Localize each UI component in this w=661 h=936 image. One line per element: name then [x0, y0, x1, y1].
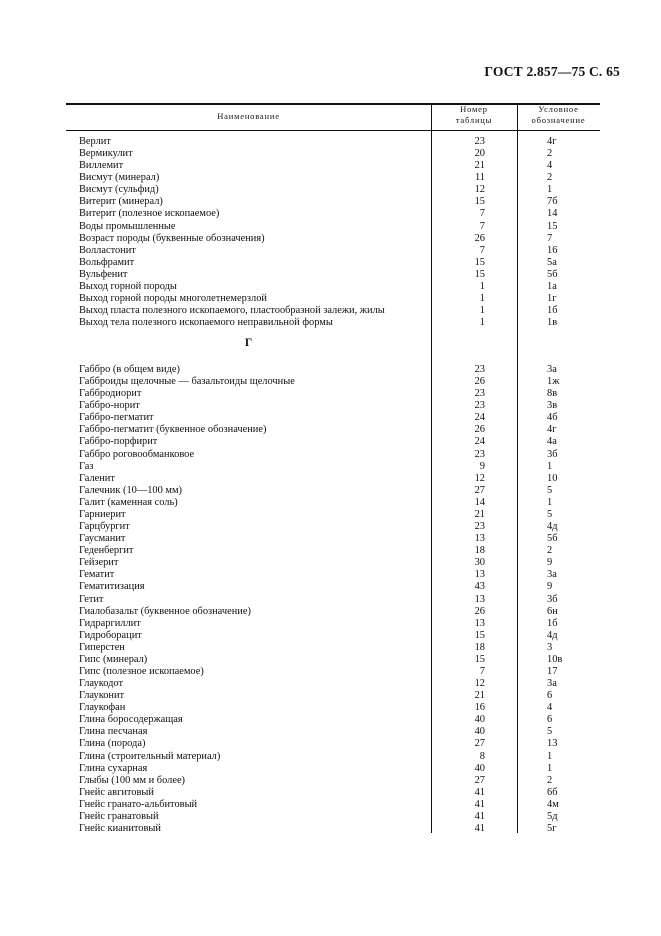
row-table-number: 15: [474, 196, 485, 208]
row-name: Гипс (полезное ископаемое): [79, 666, 204, 677]
row-name: Гнейс авгитовый: [79, 786, 154, 798]
row-table-number: 15: [474, 653, 485, 665]
row-symbol: 8в: [547, 388, 558, 400]
row-symbol: 1: [547, 750, 553, 762]
column-header-line: Условное: [538, 104, 579, 114]
row-symbol: 4м: [547, 798, 559, 810]
table-header-rule: [66, 130, 600, 131]
row-name: Глыбы (100 мм и более): [79, 774, 186, 786]
column-header-line: таблицы: [455, 115, 493, 125]
row-table-number: 21: [474, 690, 485, 702]
row-table-number: 12: [474, 472, 485, 484]
row-name: Гнейс гранатовый: [79, 810, 159, 822]
row-name: Верлит: [79, 136, 111, 147]
row-symbol: 9: [547, 557, 553, 569]
row-table-number: 41: [474, 786, 485, 798]
row-name: Гематит: [79, 569, 115, 581]
row-symbol: 1ж: [547, 376, 560, 388]
row-name: Глаукодот: [79, 678, 123, 690]
row-name: Гейзерит: [79, 557, 119, 569]
row-name: Волластонит: [79, 244, 136, 256]
row-symbol: 2: [547, 148, 553, 160]
row-name: Гидраргиллит: [79, 617, 141, 629]
row-symbol: 13: [547, 738, 558, 750]
row-name: Габбро-норит: [79, 400, 140, 412]
row-name: Галечник (10—100 мм): [79, 484, 183, 496]
row-table-number: 27: [474, 774, 485, 786]
row-symbol: 5б: [547, 268, 558, 280]
row-symbol: 7: [547, 232, 553, 244]
row-name: Галенит: [79, 472, 115, 484]
row-table-number: 40: [474, 726, 485, 738]
row-table-number: 40: [474, 762, 485, 774]
row-symbol: 2: [547, 172, 553, 184]
row-symbol: 1б: [547, 617, 558, 629]
row-table-number: 15: [474, 268, 485, 280]
row-symbol: 7б: [547, 196, 558, 208]
row-table-number: 1: [479, 305, 485, 317]
column-header-table-number: [431, 104, 517, 126]
row-symbol: 4г: [547, 424, 557, 436]
column-divider: [431, 103, 432, 833]
row-symbol: 16: [547, 244, 558, 256]
row-table-number: 26: [474, 376, 485, 388]
row-name: Выход горной породы многолетнемерзлой: [79, 293, 267, 305]
row-table-number: 23: [474, 136, 485, 147]
row-table-number: 21: [474, 160, 485, 172]
row-name: Глаукофан: [79, 702, 126, 714]
row-table-number: 26: [474, 605, 485, 617]
row-table-number: 27: [474, 484, 485, 496]
row-name: Габбро роговообманковое: [79, 448, 195, 460]
row-table-number: 11: [474, 172, 485, 184]
row-table-number: 41: [474, 823, 485, 835]
row-name: Габбро-пегматит: [79, 412, 154, 424]
row-table-number: 7: [479, 666, 485, 677]
row-table-number: 23: [474, 521, 485, 533]
row-symbol: 3в: [547, 400, 558, 412]
row-symbol: 6н: [547, 605, 558, 617]
row-symbol: 1г: [547, 293, 557, 305]
row-table-number: 1: [479, 280, 485, 292]
row-name: Вольфрамит: [79, 256, 135, 268]
row-name: Воды промышленные: [79, 220, 176, 232]
row-name: Глина песчаная: [79, 726, 148, 738]
row-table-number: 23: [474, 364, 485, 375]
row-table-number: 23: [474, 388, 485, 400]
row-symbol: 5: [547, 484, 553, 496]
row-name: Гарцбургит: [79, 521, 130, 533]
row-table-number: 18: [474, 641, 485, 653]
row-name: Вульфенит: [79, 268, 128, 280]
row-symbol: 3а: [547, 569, 557, 581]
row-name: Глина боросодержащая: [79, 714, 183, 726]
row-name: Гематитизация: [79, 581, 145, 593]
row-symbol: 10в: [547, 653, 563, 665]
row-symbol: 4а: [547, 436, 557, 448]
row-symbol: 5б: [547, 533, 558, 545]
section-letter-heading: Г: [244, 337, 253, 349]
row-symbol: 3а: [547, 364, 557, 375]
row-name: Выход пласта полезного ископаемого, пластообразной залежи, жилы: [79, 305, 385, 317]
row-name: Гиалобазальт (буквенное обозначение): [79, 605, 251, 617]
row-name: Гнейс гранато-альбитовый: [79, 798, 198, 810]
row-symbol: 1: [547, 184, 553, 196]
row-name: Витерит (полезное ископаемое): [79, 208, 220, 220]
row-table-number: 13: [474, 569, 485, 581]
row-symbol: 1: [547, 762, 553, 774]
row-symbol: 2: [547, 545, 553, 557]
row-table-number: 43: [474, 581, 485, 593]
row-table-number: 21: [474, 508, 485, 520]
page-header: ГОСТ 2.857—75 С. 65: [484, 64, 620, 79]
row-symbol: 9: [547, 581, 553, 593]
row-symbol: 4б: [547, 412, 558, 424]
column-header-line: Номер: [460, 104, 488, 114]
row-symbol: 4г: [547, 136, 557, 147]
row-table-number: 13: [474, 593, 485, 605]
row-name: Глауконит: [79, 690, 125, 702]
row-symbol: 4: [547, 160, 553, 172]
column-header-name: Наименование: [217, 111, 280, 121]
row-name: Гидроборацит: [79, 629, 142, 641]
row-name: Гетит: [79, 593, 104, 605]
row-symbol: 1б: [547, 305, 558, 317]
row-symbol: 2: [547, 774, 553, 786]
row-name: Газ: [79, 460, 94, 472]
row-table-number: 24: [474, 436, 485, 448]
row-name: Габбро-пегматит (буквенное обозначение): [79, 424, 267, 436]
row-symbol: 1а: [547, 280, 557, 292]
row-table-number: 14: [474, 496, 485, 508]
row-name: Висмут (минерал): [79, 172, 160, 184]
row-name: Выход горной породы: [79, 280, 177, 292]
row-name: Габброиды щелочные — базальтоиды щелочные: [79, 376, 295, 388]
row-name: Глина (строительный материал): [79, 750, 221, 762]
row-name: Гипс (минерал): [79, 653, 148, 665]
row-symbol: 1в: [547, 317, 558, 329]
row-name: Гиперстен: [79, 641, 125, 653]
row-name: Геденбергит: [79, 545, 134, 557]
row-symbol: 5: [547, 726, 553, 738]
row-symbol: 3б: [547, 593, 558, 605]
row-table-number: 16: [474, 702, 485, 714]
row-table-number: 9: [479, 460, 485, 472]
row-symbol: 5г: [547, 823, 557, 835]
row-symbol: 6б: [547, 786, 558, 798]
row-table-number: 7: [479, 220, 485, 232]
row-name: Висмут (сульфид): [79, 184, 159, 196]
row-table-number: 27: [474, 738, 485, 750]
row-name: Габбродиорит: [79, 388, 142, 400]
row-name: Выход тела полезного ископаемого неправильной формы: [79, 317, 333, 329]
row-name: Галит (каменная соль): [79, 496, 178, 508]
row-table-number: 12: [474, 184, 485, 196]
row-table-number: 26: [474, 232, 485, 244]
row-name: Возраст породы (буквенные обозначения): [79, 232, 265, 244]
row-name: Вермикулит: [79, 148, 133, 160]
column-header-symbol: [517, 104, 600, 126]
row-name: Гнейс кианитовый: [79, 823, 161, 835]
row-table-number: 41: [474, 798, 485, 810]
row-name: Гарниерит: [79, 508, 126, 520]
row-table-number: 15: [474, 629, 485, 641]
row-name: Гаусманит: [79, 533, 126, 545]
row-table-number: 40: [474, 714, 485, 726]
row-name: Глина сухарная: [79, 762, 148, 774]
row-symbol: 5а: [547, 256, 557, 268]
row-symbol: 6: [547, 690, 553, 702]
row-name: Габбро (в общем виде): [79, 364, 180, 375]
row-table-number: 13: [474, 533, 485, 545]
row-name: Витерит (минерал): [79, 196, 163, 208]
row-symbol: 15: [547, 220, 558, 232]
row-table-number: 41: [474, 810, 485, 822]
row-symbol: 17: [547, 666, 558, 677]
column-divider: [517, 103, 518, 833]
row-table-number: 12: [474, 678, 485, 690]
row-table-number: 23: [474, 400, 485, 412]
row-table-number: 13: [474, 617, 485, 629]
row-table-number: 1: [479, 293, 485, 305]
row-table-number: 24: [474, 412, 485, 424]
row-symbol: 5: [547, 508, 553, 520]
row-table-number: 18: [474, 545, 485, 557]
row-name: Глина (порода): [79, 738, 146, 750]
row-symbol: 5д: [547, 810, 558, 822]
row-symbol: 3б: [547, 448, 558, 460]
row-symbol: 3а: [547, 678, 557, 690]
row-name: Габбро-порфирит: [79, 436, 158, 448]
row-table-number: 20: [474, 148, 485, 160]
row-symbol: 3: [547, 641, 553, 653]
row-symbol: 10: [547, 472, 558, 484]
row-table-number: 30: [474, 557, 485, 569]
row-name: Виллемит: [79, 160, 124, 172]
row-table-number: 26: [474, 424, 485, 436]
row-table-number: 15: [474, 256, 485, 268]
row-symbol: 1: [547, 496, 553, 508]
row-symbol: 14: [547, 208, 558, 220]
row-table-number: 7: [479, 244, 485, 256]
row-symbol: 4д: [547, 521, 558, 533]
row-symbol: 1: [547, 460, 553, 472]
row-symbol: 4: [547, 702, 553, 714]
row-symbol: 4д: [547, 629, 558, 641]
row-table-number: 7: [479, 208, 485, 220]
row-table-number: 8: [479, 750, 485, 762]
column-header-line: обозначение: [531, 115, 586, 125]
row-symbol: 6: [547, 714, 553, 726]
row-table-number: 1: [479, 317, 485, 329]
row-table-number: 23: [474, 448, 485, 460]
